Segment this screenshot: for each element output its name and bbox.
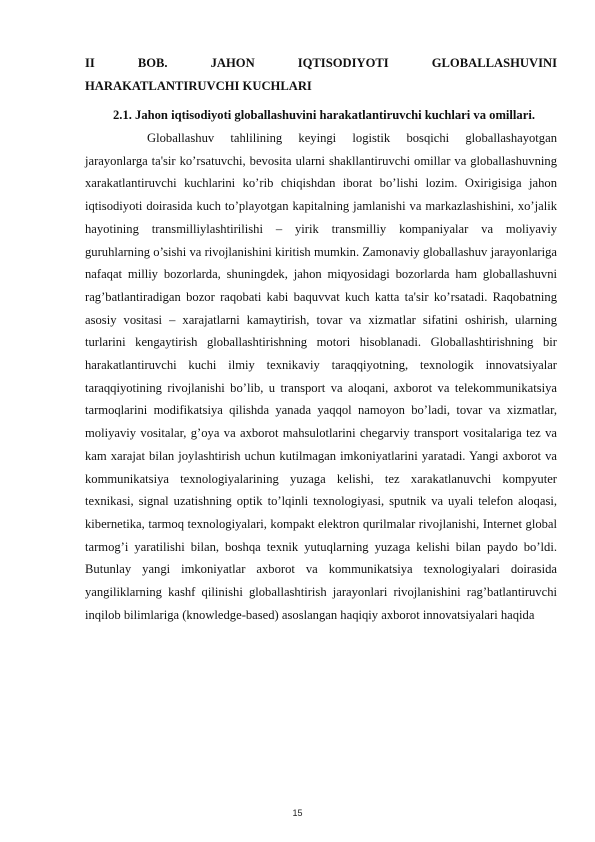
section-title: 2.1. Jahon iqtisodiyoti globallashuvini harakatlantiruvchi kuchlari va omillari. bbox=[113, 108, 535, 122]
chapter-title bbox=[85, 52, 557, 98]
document-page bbox=[85, 52, 557, 626]
chapter-title-line2: HARAKATLANTIRUVCHI KUCHLARI bbox=[85, 79, 312, 93]
page-number: 15 bbox=[292, 808, 303, 818]
body-paragraph: Globallashuv tahlilining keyingi logistik bosqichi globallashayotgan jarayonlarga ta'sir ko’rsatuvchi, bevosita ularni shakllantiruvchi omillar va globallashuvning xarakatlantiruvchi kuchlarini ko’rib chiqishdan iborat bo’lishi lozim. Oxirigisiga jahon iqtisodiyoti doirasida kuch to’playotgan kapitalning jamlanishi va markazlashishini, xo’jalik hayotining transmilliylashtirilishi – yirik transmilliy kompaniyalar va moliyaviy guruhlarning o’sishi va rivojlanishini kiritish mumkin. Zamonaviy globallashuv jarayonlariga nafaqat milliy bozorlarda, shuningdek, jahon miqyosidagi bozorlarda ham globallashuvni rag’batlantiradigan bozor raqobati kabi baquvvat kuch katta ta'sir ko’rsatadi. Raqobatning asosiy vositasi – xarajatlarni kamaytirish, tovar va xizmatlar sifatini oshirish, ularning turlarini kengaytirish globallashtirishning motori hisoblanadi. Globallashtirishning bir harakatlantiruvchi kuchi ilmiy texnikaviy taraqqiyotning, texnologik innovatsiyalar taraqqiyotining rivojlanishi bo’lib, u transport va aloqani, axborot va telekommunikatsiya tarmoqlarini modifikatsiya qilishda yanada yaqqol namoyon bo’ladi, tovar va xizmatlar, moliyaviy vositalar, g’oya va axborot mahsulotlarini chegarviy transport vositalariga tez va kam xarajat bilan joylashtirish uchun kutilmagan imkoniyatlarini yaratadi. Yangi axborot va kommunikatsiya texnologiyalarining yuzaga kelishi, tez xarakatlanuvchi kompyuter texnikasi, signal uzatishning optik to’lqinli texnologiyasi, sputnik va uyali telefon aloqasi, kibernetika, tarmoq texnologiyalari, kompakt elektron qurilmalar rivojlanishi, Internet global tarmog’i yaratilishi bilan, boshqa texnik yutuqlarning yuzaga kelishi bilan paydo bo’ldi. Butunlay yangi imkoniyatlar axborot va kommunikatsiya texnologiyalari doirasida yangiliklarning kashf qilinishi globallashtirish jarayonlari rivojlanishini rag’batlantiruvchi inqilob bilimlariga (knowledge-based) asoslangan haqiqiy axborot innovatsiyalari haqida bbox=[85, 131, 557, 622]
chapter-title-line1: II BOB. JAHON IQTISODIYOTI GLOBALLASHUVINI bbox=[85, 56, 557, 70]
